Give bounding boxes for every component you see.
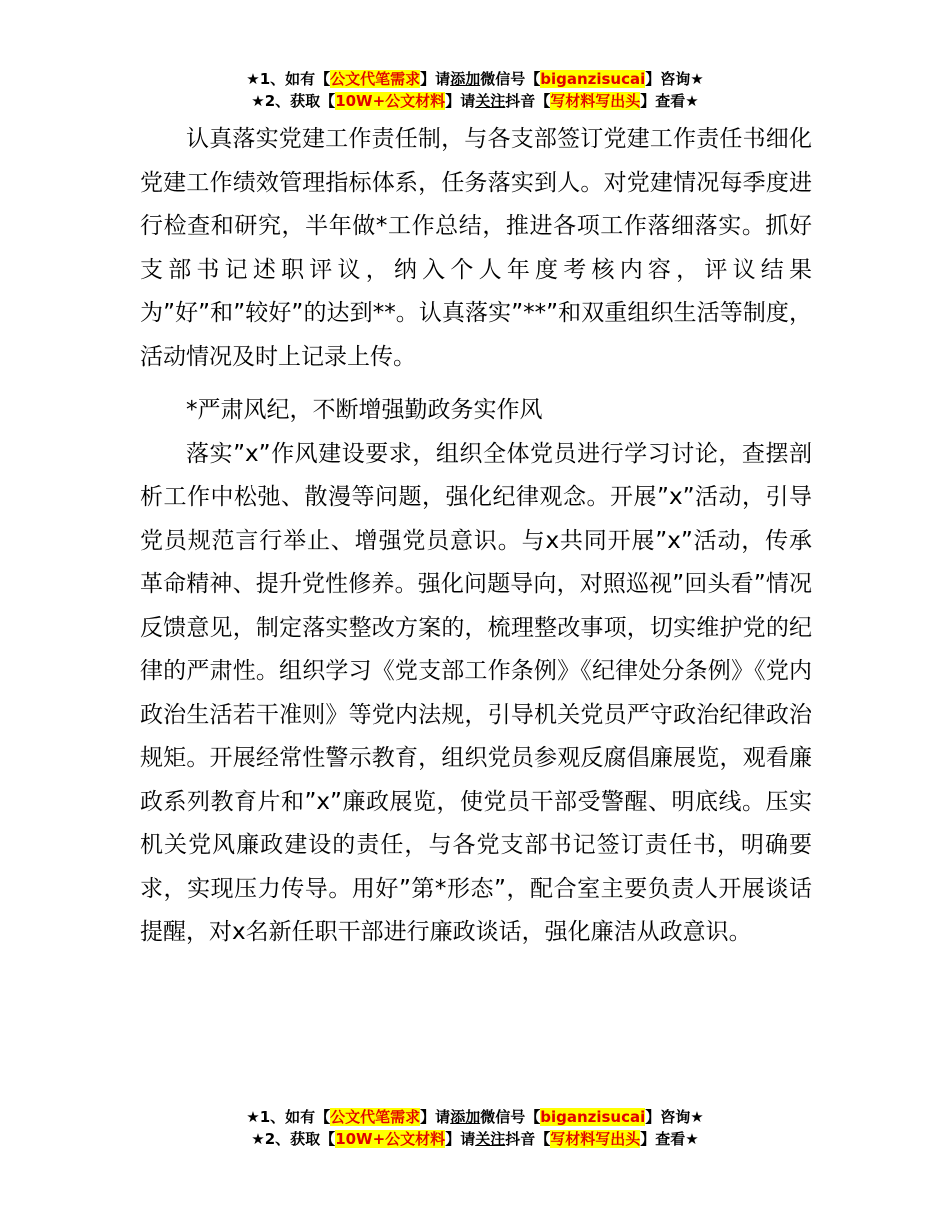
section-heading: *严肃风纪，不断增强勤政务实作风 [186,397,543,423]
highlight-douyin: 写材料写出头 [550,1130,641,1148]
banner-line-2: ★2、获取【10W+公文材料】请关注抖音【写材料写出头】查看★ [251,1130,699,1148]
highlight-materials: 10W+公文材料 [335,92,446,110]
paragraph-party-building: 认真落实党建工作责任制，与各支部签订党建工作责任书细化党建工作绩效管理指标体系，任务落实到人。对党建情况每季度进行检查和研究，半年做*工作总结，推进各项工作落细落实。抓好支部书记述职评议，纳入个人年度考核内容，评议结果为”好”和”较好”的达到**。认真落实”**”和双重组织生活等制度，活动情况及时上记录上传。 [140,126,812,370]
highlight-materials: 10W+公文材料 [335,1130,446,1148]
document-body [140,118,812,955]
banner-line-1: ★1、如有【公文代笔需求】请添加微信号【biganzisucai】咨询★ [246,70,704,88]
banner-line-1: ★1、如有【公文代笔需求】请添加微信号【biganzisucai】咨询★ [246,1108,704,1126]
banner-line-2: ★2、获取【10W+公文材料】请关注抖音【写材料写出头】查看★ [251,92,699,110]
highlight-ghostwriting: 公文代笔需求 [330,1108,421,1126]
paragraph-discipline: 落实”x”作风建设要求，组织全体党员进行学习讨论，查摆剖析工作中松弛、散漫等问题，强化纪律观念。开展”x”活动，引导党员规范言行举止、增强党员意识。与x共同开展”x”活动，传承革命精神、提升党性修养。强化问题导向，对照巡视”回头看”情况反馈意见，制定落实整改方案的，梳理整改事项，切实维护党的纪律的严肃性。组织学习《党支部工作条例》《纪律处分条例》《党内政治生活若干准则》等党内法规，引导机关党员严守政治纪律政治规矩。开展经常性警示教育，组织党员参观反腐倡廉展览，观看廉政系列教育片和”x”廉政展览，使党员干部受警醒、明底线。压实机关党风廉政建设的责任，与各党支部书记签订责任书，明确要求，实现压力传导。用好”第*形态”，配合室主要负责人开展谈话提醒，对x名新任职干部进行廉政谈话，强化廉洁从政意识。 [140,440,812,945]
highlight-wechat-id: biganzisucai [540,1108,646,1126]
footer-banner [0,1106,950,1150]
highlight-douyin: 写材料写出头 [550,92,641,110]
header-banner [0,68,950,112]
highlight-ghostwriting: 公文代笔需求 [330,70,421,88]
highlight-wechat-id: biganzisucai [540,70,646,88]
